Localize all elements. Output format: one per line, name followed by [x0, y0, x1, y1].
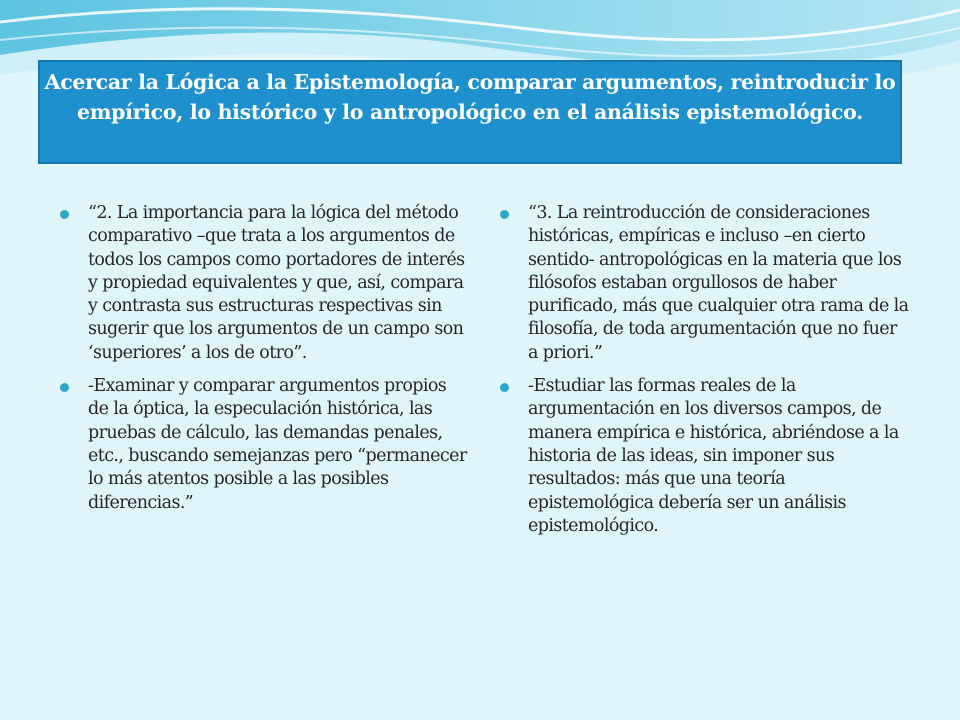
bullet-icon — [60, 210, 69, 219]
list-item — [60, 202, 470, 365]
bullet-text: -Estudiar las formas reales de la argumentación en los diversos campos, de manera empírica e histórica, abriéndose a la historia de las ideas, sin imponer sus resultados: más que una teoría epistemológica debería ser un análisis epistemológico. — [528, 376, 899, 536]
bullet-icon — [60, 383, 69, 392]
list-item — [500, 202, 910, 365]
bullet-text: “2. La importancia para la lógica del método comparativo –que trata a los argumentos de todos los campos como portadores de interés y propiedad equivalentes y que, así, compara y contrasta sus estructuras respectivas sin sugerir que los argumentos de un campo son ‘superiores’ a los de otro”. — [88, 203, 465, 363]
bullet-icon — [500, 383, 509, 392]
list-item — [60, 375, 470, 515]
right-column — [500, 202, 910, 548]
left-column — [60, 202, 470, 525]
bullet-text: -Examinar y comparar argumentos propios de la óptica, la especulación histórica, las pruebas de cálculo, las demandas penales, etc., buscando semejanzas pero “permanecer lo más atentos posible a las posibles diferencias.” — [88, 376, 467, 513]
list-item — [500, 375, 910, 538]
bullet-text: “3. La reintroducción de consideraciones históricas, empíricas e incluso –en cierto sentido- antropológicas en la materia que los filósofos estaban orgullosos de haber purificado, más que cualquier otra rama de la filosofía, de toda argumentación que no fuer a priori.” — [528, 203, 909, 363]
slide-title: Acercar la Lógica a la Epistemología, comparar argumentos, reintroducir lo empírico, lo histórico y lo antropológico en el análisis epistemológico. — [38, 60, 902, 164]
bullet-icon — [500, 210, 509, 219]
